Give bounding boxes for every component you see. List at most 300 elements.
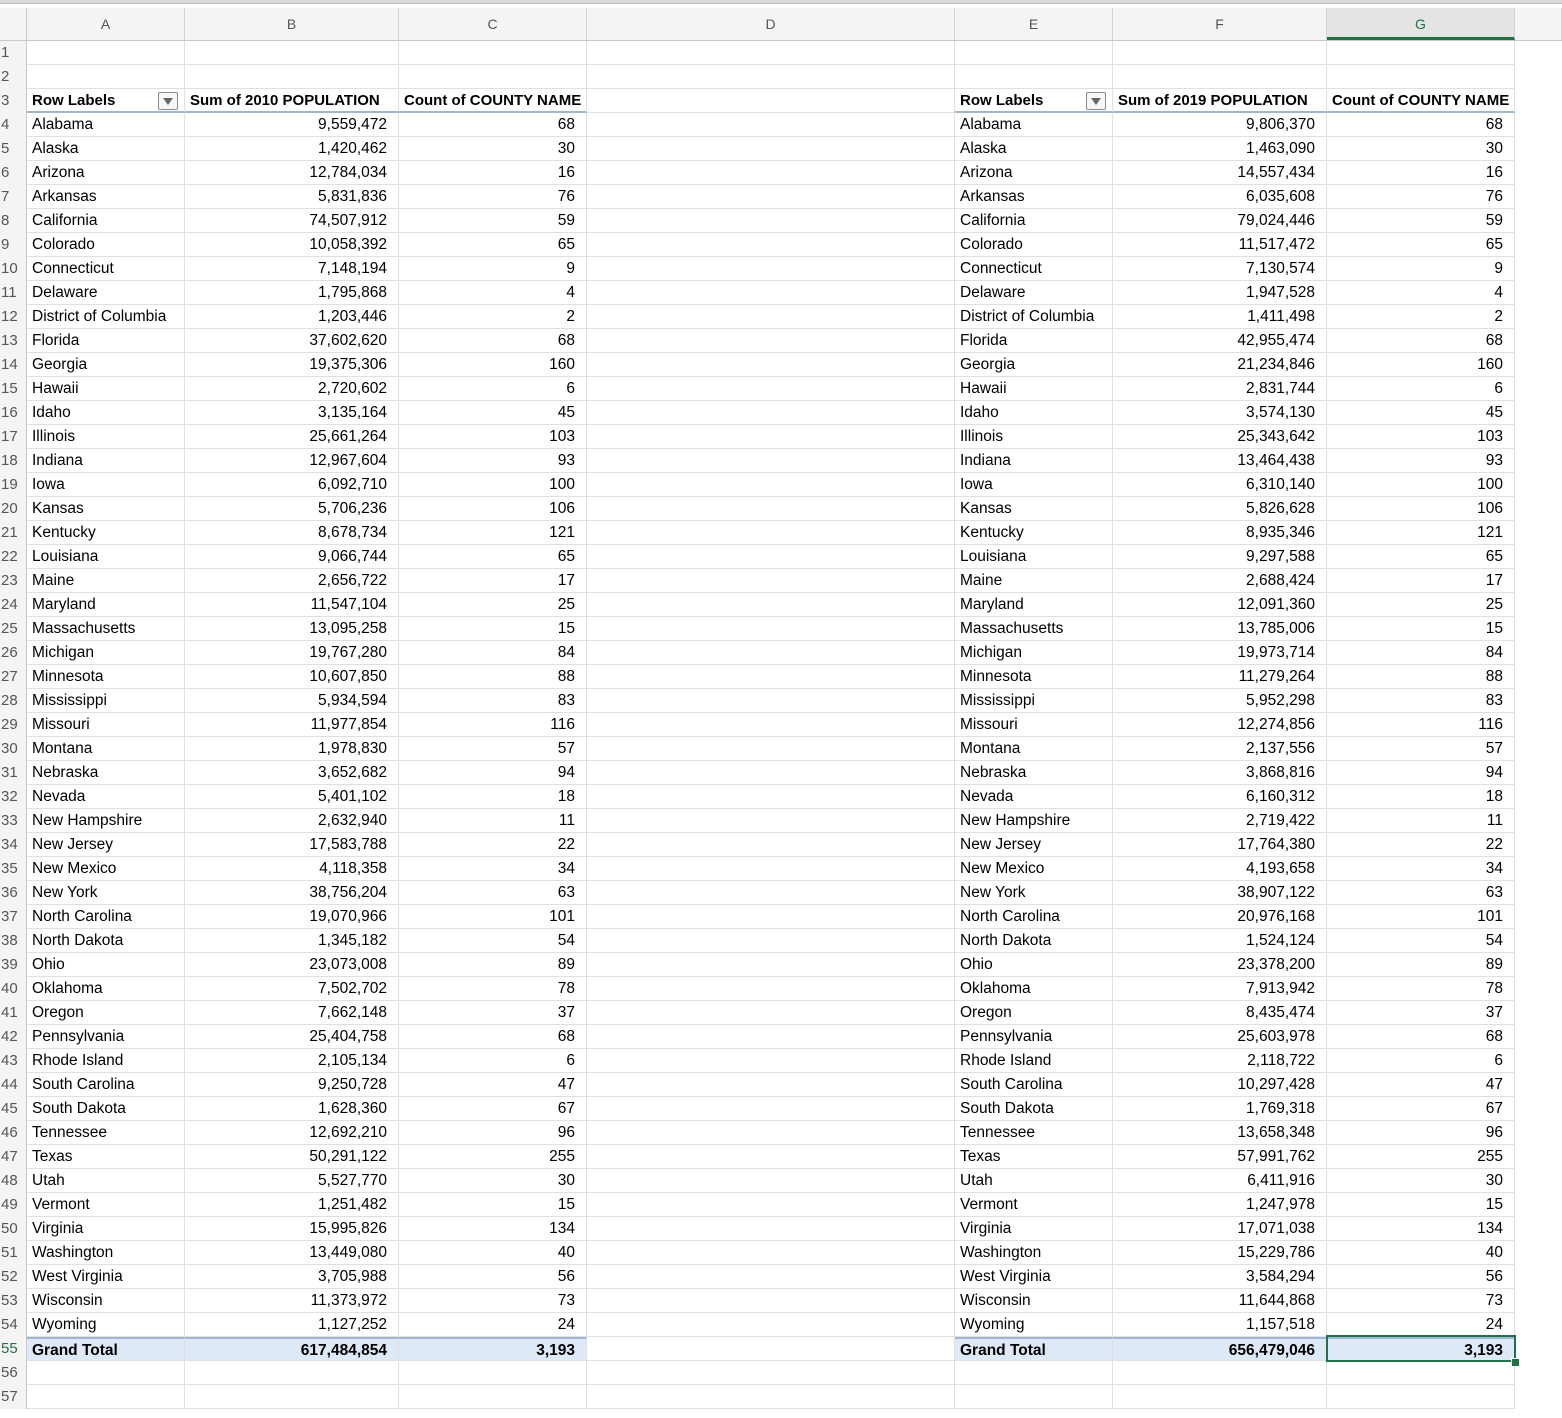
- pivot-row-label[interactable]: Mississippi: [955, 689, 1113, 713]
- cell[interactable]: [587, 1313, 955, 1337]
- pivot-row-label[interactable]: District of Columbia: [27, 305, 185, 329]
- pivot-count-value[interactable]: 106: [399, 497, 587, 521]
- pivot-sum-value[interactable]: 19,375,306: [185, 353, 399, 377]
- pivot-count-value[interactable]: 25: [1327, 593, 1515, 617]
- pivot-sum-value[interactable]: 7,913,942: [1113, 977, 1327, 1001]
- pivot-count-value[interactable]: 134: [1327, 1217, 1515, 1241]
- cell[interactable]: [587, 185, 955, 209]
- row-header[interactable]: 20: [0, 497, 27, 521]
- pivot-row-label[interactable]: Kansas: [955, 497, 1113, 521]
- cell[interactable]: [587, 689, 955, 713]
- pivot-count-value[interactable]: 24: [1327, 1313, 1515, 1337]
- pivot-row-label[interactable]: Alaska: [27, 137, 185, 161]
- pivot-count-value[interactable]: 68: [1327, 113, 1515, 137]
- row-header[interactable]: 11: [0, 281, 27, 305]
- cell[interactable]: [587, 665, 955, 689]
- cell[interactable]: [399, 65, 587, 89]
- pivot-count-value[interactable]: 101: [1327, 905, 1515, 929]
- pivot-sum-value[interactable]: 2,137,556: [1113, 737, 1327, 761]
- pivot-row-label[interactable]: Oregon: [955, 1001, 1113, 1025]
- pivot-row-label[interactable]: New Mexico: [955, 857, 1113, 881]
- pivot-count-value[interactable]: 25: [399, 593, 587, 617]
- pivot-row-label[interactable]: Arizona: [955, 161, 1113, 185]
- row-header[interactable]: 31: [0, 761, 27, 785]
- row-header[interactable]: 15: [0, 377, 27, 401]
- pivot-sum-value[interactable]: 5,826,628: [1113, 497, 1327, 521]
- pivot-count-value[interactable]: 54: [399, 929, 587, 953]
- pivot-count-value[interactable]: 89: [1327, 953, 1515, 977]
- row-header[interactable]: 33: [0, 809, 27, 833]
- pivot-row-label[interactable]: Idaho: [27, 401, 185, 425]
- pivot-count-value[interactable]: 160: [399, 353, 587, 377]
- pivot-row-label[interactable]: Illinois: [955, 425, 1113, 449]
- cell[interactable]: [587, 137, 955, 161]
- pivot-sum-value[interactable]: 8,678,734: [185, 521, 399, 545]
- pivot-sum-value[interactable]: 11,373,972: [185, 1289, 399, 1313]
- pivot-count-value[interactable]: 54: [1327, 929, 1515, 953]
- pivot-count-value[interactable]: 63: [1327, 881, 1515, 905]
- cell[interactable]: [587, 449, 955, 473]
- pivot-row-label[interactable]: Delaware: [955, 281, 1113, 305]
- cell[interactable]: [587, 89, 955, 113]
- row-header[interactable]: 50: [0, 1217, 27, 1241]
- cell[interactable]: [955, 1361, 1113, 1385]
- pivot-sum-value[interactable]: 3,868,816: [1113, 761, 1327, 785]
- cell[interactable]: [587, 473, 955, 497]
- pivot-count-value[interactable]: 6: [1327, 1049, 1515, 1073]
- row-header[interactable]: 47: [0, 1145, 27, 1169]
- pivot-row-label[interactable]: Alabama: [27, 113, 185, 137]
- pivot-row-label[interactable]: Utah: [27, 1169, 185, 1193]
- pivot-sum-value[interactable]: 10,297,428: [1113, 1073, 1327, 1097]
- row-header[interactable]: 27: [0, 665, 27, 689]
- pivot-row-label[interactable]: Missouri: [27, 713, 185, 737]
- cell[interactable]: [587, 1025, 955, 1049]
- pivot-row-label[interactable]: Colorado: [955, 233, 1113, 257]
- row-header[interactable]: 6: [0, 161, 27, 185]
- pivot-count-value[interactable]: 100: [399, 473, 587, 497]
- row-header[interactable]: 55: [0, 1337, 27, 1361]
- pivot-sum-value[interactable]: 57,991,762: [1113, 1145, 1327, 1169]
- pivot-sum-value[interactable]: 2,656,722: [185, 569, 399, 593]
- cell[interactable]: [587, 401, 955, 425]
- pivot-count-value[interactable]: 24: [399, 1313, 587, 1337]
- fill-handle[interactable]: [1511, 1358, 1520, 1367]
- cell[interactable]: [587, 1049, 955, 1073]
- pivot-row-label[interactable]: Maine: [27, 569, 185, 593]
- pivot-sum-value[interactable]: 2,105,134: [185, 1049, 399, 1073]
- pivot-count-value[interactable]: 30: [399, 137, 587, 161]
- pivot-count-value[interactable]: 78: [399, 977, 587, 1001]
- row-header[interactable]: 28: [0, 689, 27, 713]
- pivot-count-value[interactable]: 73: [1327, 1289, 1515, 1313]
- pivot-count-value[interactable]: 9: [1327, 257, 1515, 281]
- cell[interactable]: [587, 1241, 955, 1265]
- pivot-count-value[interactable]: 40: [399, 1241, 587, 1265]
- pivot-count-value[interactable]: 47: [399, 1073, 587, 1097]
- pivot-sum-value[interactable]: 79,024,446: [1113, 209, 1327, 233]
- row-header[interactable]: 2: [0, 65, 27, 89]
- cell[interactable]: [587, 1073, 955, 1097]
- pivot-sum-value[interactable]: 3,135,164: [185, 401, 399, 425]
- pivot-sum-value[interactable]: 4,193,658: [1113, 857, 1327, 881]
- cell[interactable]: [27, 65, 185, 89]
- pivot-row-label[interactable]: Louisiana: [27, 545, 185, 569]
- pivot-row-label[interactable]: Texas: [27, 1145, 185, 1169]
- pivot-count-value[interactable]: 15: [1327, 617, 1515, 641]
- filter-dropdown-icon[interactable]: [158, 92, 178, 110]
- pivot-row-label[interactable]: Nevada: [27, 785, 185, 809]
- row-header[interactable]: 48: [0, 1169, 27, 1193]
- pivot-count-value[interactable]: 18: [1327, 785, 1515, 809]
- row-header[interactable]: 8: [0, 209, 27, 233]
- row-header[interactable]: 34: [0, 833, 27, 857]
- pivot-sum-value[interactable]: 9,066,744: [185, 545, 399, 569]
- pivot-count-value[interactable]: 6: [399, 377, 587, 401]
- cell[interactable]: [587, 521, 955, 545]
- pivot-row-label[interactable]: West Virginia: [955, 1265, 1113, 1289]
- pivot-row-label[interactable]: Washington: [27, 1241, 185, 1265]
- cell[interactable]: [27, 41, 185, 65]
- pivot-count-value[interactable]: 103: [1327, 425, 1515, 449]
- pivot-count-value[interactable]: 67: [399, 1097, 587, 1121]
- pivot-sum-value[interactable]: 9,806,370: [1113, 113, 1327, 137]
- pivot-row-label[interactable]: Maine: [955, 569, 1113, 593]
- pivot-row-label[interactable]: Iowa: [27, 473, 185, 497]
- cell[interactable]: [587, 41, 955, 65]
- pivot-count-value[interactable]: 89: [399, 953, 587, 977]
- pivot-count-value[interactable]: 37: [1327, 1001, 1515, 1025]
- pivot-sum-value[interactable]: 2,720,602: [185, 377, 399, 401]
- pivot-sum-value[interactable]: 11,517,472: [1113, 233, 1327, 257]
- pivot-row-label[interactable]: Connecticut: [27, 257, 185, 281]
- pivot-sum-value[interactable]: 11,644,868: [1113, 1289, 1327, 1313]
- pivot-count-value[interactable]: 67: [1327, 1097, 1515, 1121]
- cell[interactable]: [587, 761, 955, 785]
- cell[interactable]: [185, 1361, 399, 1385]
- pivot-count-value[interactable]: 45: [399, 401, 587, 425]
- row-header[interactable]: 26: [0, 641, 27, 665]
- pivot-sum-value[interactable]: 10,607,850: [185, 665, 399, 689]
- pivot-row-label[interactable]: Indiana: [27, 449, 185, 473]
- cell[interactable]: [587, 1001, 955, 1025]
- pivot-row-label[interactable]: Kentucky: [955, 521, 1113, 545]
- pivot-count-value[interactable]: 63: [399, 881, 587, 905]
- pivot-row-label[interactable]: Montana: [27, 737, 185, 761]
- pivot-count-value[interactable]: 56: [399, 1265, 587, 1289]
- row-header[interactable]: 9: [0, 233, 27, 257]
- row-header[interactable]: 49: [0, 1193, 27, 1217]
- pivot-count-value[interactable]: 88: [399, 665, 587, 689]
- pivot-header-sum[interactable]: Sum of 2019 POPULATION: [1113, 89, 1327, 113]
- pivot-row-label[interactable]: Colorado: [27, 233, 185, 257]
- pivot-sum-value[interactable]: 9,559,472: [185, 113, 399, 137]
- pivot-row-label[interactable]: Idaho: [955, 401, 1113, 425]
- cell[interactable]: [587, 257, 955, 281]
- pivot-sum-value[interactable]: 7,148,194: [185, 257, 399, 281]
- pivot-sum-value[interactable]: 21,234,846: [1113, 353, 1327, 377]
- pivot-count-value[interactable]: 83: [1327, 689, 1515, 713]
- cell[interactable]: [955, 1385, 1113, 1409]
- pivot-sum-value[interactable]: 12,784,034: [185, 161, 399, 185]
- cell[interactable]: [587, 281, 955, 305]
- row-header[interactable]: 4: [0, 113, 27, 137]
- pivot-row-label[interactable]: Florida: [27, 329, 185, 353]
- grand-total-count[interactable]: 3,193: [399, 1337, 587, 1361]
- pivot-row-label[interactable]: Ohio: [955, 953, 1113, 977]
- row-header[interactable]: 39: [0, 953, 27, 977]
- pivot-row-label[interactable]: Vermont: [955, 1193, 1113, 1217]
- pivot-sum-value[interactable]: 1,127,252: [185, 1313, 399, 1337]
- row-header[interactable]: 16: [0, 401, 27, 425]
- pivot-sum-value[interactable]: 6,092,710: [185, 473, 399, 497]
- row-header[interactable]: 13: [0, 329, 27, 353]
- pivot-row-label[interactable]: District of Columbia: [955, 305, 1113, 329]
- row-header[interactable]: 21: [0, 521, 27, 545]
- pivot-header-sum[interactable]: Sum of 2010 POPULATION: [185, 89, 399, 113]
- pivot-row-label[interactable]: Alabama: [955, 113, 1113, 137]
- pivot-sum-value[interactable]: 7,662,148: [185, 1001, 399, 1025]
- cell[interactable]: [587, 1337, 955, 1361]
- pivot-count-value[interactable]: 16: [1327, 161, 1515, 185]
- pivot-count-value[interactable]: 9: [399, 257, 587, 281]
- pivot-row-label[interactable]: Louisiana: [955, 545, 1113, 569]
- cell[interactable]: [587, 977, 955, 1001]
- pivot-count-value[interactable]: 160: [1327, 353, 1515, 377]
- pivot-header-row-labels[interactable]: Row Labels: [27, 89, 185, 113]
- pivot-sum-value[interactable]: 9,297,588: [1113, 545, 1327, 569]
- pivot-row-label[interactable]: New Jersey: [955, 833, 1113, 857]
- pivot-count-value[interactable]: 15: [399, 617, 587, 641]
- cell[interactable]: [587, 929, 955, 953]
- cell[interactable]: [587, 1169, 955, 1193]
- cell[interactable]: [587, 65, 955, 89]
- pivot-row-label[interactable]: Delaware: [27, 281, 185, 305]
- column-header-d[interactable]: D: [587, 8, 955, 40]
- row-header[interactable]: 32: [0, 785, 27, 809]
- grand-total-label[interactable]: Grand Total: [955, 1337, 1113, 1361]
- pivot-count-value[interactable]: 100: [1327, 473, 1515, 497]
- pivot-row-label[interactable]: California: [955, 209, 1113, 233]
- pivot-header-count[interactable]: Count of COUNTY NAME: [1327, 89, 1515, 113]
- pivot-sum-value[interactable]: 8,935,346: [1113, 521, 1327, 545]
- pivot-row-label[interactable]: Nevada: [955, 785, 1113, 809]
- cell[interactable]: [587, 881, 955, 905]
- pivot-row-label[interactable]: Wyoming: [27, 1313, 185, 1337]
- pivot-count-value[interactable]: 16: [399, 161, 587, 185]
- pivot-count-value[interactable]: 68: [399, 113, 587, 137]
- pivot-row-label[interactable]: Nebraska: [27, 761, 185, 785]
- cell[interactable]: [27, 1385, 185, 1409]
- column-header-b[interactable]: B: [185, 8, 399, 40]
- pivot-sum-value[interactable]: 1,345,182: [185, 929, 399, 953]
- pivot-count-value[interactable]: 121: [1327, 521, 1515, 545]
- pivot-row-label[interactable]: Hawaii: [955, 377, 1113, 401]
- pivot-sum-value[interactable]: 50,291,122: [185, 1145, 399, 1169]
- pivot-sum-value[interactable]: 19,767,280: [185, 641, 399, 665]
- pivot-count-value[interactable]: 73: [399, 1289, 587, 1313]
- pivot-count-value[interactable]: 18: [399, 785, 587, 809]
- pivot-count-value[interactable]: 76: [399, 185, 587, 209]
- pivot-row-label[interactable]: Massachusetts: [27, 617, 185, 641]
- filter-dropdown-icon[interactable]: [1086, 92, 1106, 110]
- cell[interactable]: [1327, 1361, 1515, 1385]
- pivot-count-value[interactable]: 93: [1327, 449, 1515, 473]
- pivot-count-value[interactable]: 83: [399, 689, 587, 713]
- pivot-count-value[interactable]: 78: [1327, 977, 1515, 1001]
- cell[interactable]: [185, 41, 399, 65]
- row-header[interactable]: 44: [0, 1073, 27, 1097]
- pivot-count-value[interactable]: 94: [399, 761, 587, 785]
- pivot-count-value[interactable]: 34: [1327, 857, 1515, 881]
- pivot-sum-value[interactable]: 17,583,788: [185, 833, 399, 857]
- pivot-row-label[interactable]: North Dakota: [27, 929, 185, 953]
- pivot-row-label[interactable]: New Hampshire: [27, 809, 185, 833]
- pivot-sum-value[interactable]: 3,574,130: [1113, 401, 1327, 425]
- pivot-count-value[interactable]: 45: [1327, 401, 1515, 425]
- pivot-sum-value[interactable]: 3,584,294: [1113, 1265, 1327, 1289]
- pivot-sum-value[interactable]: 11,977,854: [185, 713, 399, 737]
- row-header[interactable]: 43: [0, 1049, 27, 1073]
- pivot-count-value[interactable]: 56: [1327, 1265, 1515, 1289]
- pivot-count-value[interactable]: 6: [1327, 377, 1515, 401]
- pivot-sum-value[interactable]: 6,035,608: [1113, 185, 1327, 209]
- row-header[interactable]: 3: [0, 89, 27, 113]
- cell[interactable]: [587, 497, 955, 521]
- cell[interactable]: [587, 305, 955, 329]
- pivot-sum-value[interactable]: 1,420,462: [185, 137, 399, 161]
- row-header[interactable]: 24: [0, 593, 27, 617]
- pivot-sum-value[interactable]: 1,203,446: [185, 305, 399, 329]
- pivot-row-label[interactable]: Wisconsin: [955, 1289, 1113, 1313]
- pivot-sum-value[interactable]: 2,688,424: [1113, 569, 1327, 593]
- pivot-row-label[interactable]: Virginia: [27, 1217, 185, 1241]
- pivot-count-value[interactable]: 15: [399, 1193, 587, 1217]
- cell[interactable]: [587, 1193, 955, 1217]
- cell[interactable]: [587, 1145, 955, 1169]
- pivot-sum-value[interactable]: 1,628,360: [185, 1097, 399, 1121]
- row-header[interactable]: 37: [0, 905, 27, 929]
- pivot-row-label[interactable]: Minnesota: [955, 665, 1113, 689]
- row-header[interactable]: 38: [0, 929, 27, 953]
- pivot-count-value[interactable]: 68: [399, 329, 587, 353]
- pivot-sum-value[interactable]: 13,095,258: [185, 617, 399, 641]
- pivot-sum-value[interactable]: 14,557,434: [1113, 161, 1327, 185]
- pivot-count-value[interactable]: 47: [1327, 1073, 1515, 1097]
- pivot-sum-value[interactable]: 6,411,916: [1113, 1169, 1327, 1193]
- cell[interactable]: [185, 1385, 399, 1409]
- pivot-count-value[interactable]: 121: [399, 521, 587, 545]
- pivot-sum-value[interactable]: 25,603,978: [1113, 1025, 1327, 1049]
- pivot-sum-value[interactable]: 25,404,758: [185, 1025, 399, 1049]
- pivot-count-value[interactable]: 57: [1327, 737, 1515, 761]
- pivot-sum-value[interactable]: 5,952,298: [1113, 689, 1327, 713]
- row-header[interactable]: 10: [0, 257, 27, 281]
- pivot-row-label[interactable]: New Mexico: [27, 857, 185, 881]
- cell[interactable]: [587, 737, 955, 761]
- cell[interactable]: [185, 65, 399, 89]
- row-header[interactable]: 42: [0, 1025, 27, 1049]
- grand-total-count[interactable]: 3,193: [1327, 1337, 1515, 1361]
- row-header[interactable]: 19: [0, 473, 27, 497]
- pivot-sum-value[interactable]: 23,073,008: [185, 953, 399, 977]
- cell[interactable]: [587, 833, 955, 857]
- pivot-row-label[interactable]: South Dakota: [27, 1097, 185, 1121]
- pivot-sum-value[interactable]: 1,947,528: [1113, 281, 1327, 305]
- pivot-row-label[interactable]: South Carolina: [955, 1073, 1113, 1097]
- pivot-sum-value[interactable]: 1,795,868: [185, 281, 399, 305]
- pivot-count-value[interactable]: 96: [1327, 1121, 1515, 1145]
- pivot-sum-value[interactable]: 7,130,574: [1113, 257, 1327, 281]
- cell[interactable]: [587, 953, 955, 977]
- pivot-row-label[interactable]: Montana: [955, 737, 1113, 761]
- cell[interactable]: [587, 209, 955, 233]
- row-header[interactable]: 40: [0, 977, 27, 1001]
- cell[interactable]: [587, 425, 955, 449]
- pivot-sum-value[interactable]: 4,118,358: [185, 857, 399, 881]
- pivot-sum-value[interactable]: 1,411,498: [1113, 305, 1327, 329]
- pivot-count-value[interactable]: 84: [1327, 641, 1515, 665]
- row-header[interactable]: 45: [0, 1097, 27, 1121]
- cell[interactable]: [587, 113, 955, 137]
- cell[interactable]: [587, 329, 955, 353]
- pivot-row-label[interactable]: North Carolina: [27, 905, 185, 929]
- cell[interactable]: [587, 353, 955, 377]
- pivot-sum-value[interactable]: 9,250,728: [185, 1073, 399, 1097]
- pivot-sum-value[interactable]: 37,602,620: [185, 329, 399, 353]
- pivot-sum-value[interactable]: 1,157,518: [1113, 1313, 1327, 1337]
- pivot-count-value[interactable]: 4: [399, 281, 587, 305]
- pivot-count-value[interactable]: 103: [399, 425, 587, 449]
- pivot-count-value[interactable]: 65: [1327, 233, 1515, 257]
- cell[interactable]: [1113, 65, 1327, 89]
- pivot-row-label[interactable]: Washington: [955, 1241, 1113, 1265]
- pivot-count-value[interactable]: 65: [399, 233, 587, 257]
- pivot-sum-value[interactable]: 2,118,722: [1113, 1049, 1327, 1073]
- pivot-row-label[interactable]: Minnesota: [27, 665, 185, 689]
- cell[interactable]: [587, 1097, 955, 1121]
- pivot-row-label[interactable]: North Carolina: [955, 905, 1113, 929]
- cell[interactable]: [955, 65, 1113, 89]
- cell[interactable]: [587, 1265, 955, 1289]
- row-header[interactable]: 30: [0, 737, 27, 761]
- cell[interactable]: [587, 1361, 955, 1385]
- row-header[interactable]: 54: [0, 1313, 27, 1337]
- pivot-header-count[interactable]: Count of COUNTY NAME: [399, 89, 587, 113]
- pivot-row-label[interactable]: Kentucky: [27, 521, 185, 545]
- row-header[interactable]: 18: [0, 449, 27, 473]
- pivot-sum-value[interactable]: 12,967,604: [185, 449, 399, 473]
- pivot-sum-value[interactable]: 1,247,978: [1113, 1193, 1327, 1217]
- pivot-sum-value[interactable]: 38,756,204: [185, 881, 399, 905]
- pivot-count-value[interactable]: 6: [399, 1049, 587, 1073]
- pivot-row-label[interactable]: Wisconsin: [27, 1289, 185, 1313]
- pivot-sum-value[interactable]: 12,274,856: [1113, 713, 1327, 737]
- pivot-count-value[interactable]: 134: [399, 1217, 587, 1241]
- pivot-sum-value[interactable]: 2,719,422: [1113, 809, 1327, 833]
- row-header[interactable]: 53: [0, 1289, 27, 1313]
- pivot-count-value[interactable]: 84: [399, 641, 587, 665]
- pivot-sum-value[interactable]: 20,976,168: [1113, 905, 1327, 929]
- pivot-row-label[interactable]: Texas: [955, 1145, 1113, 1169]
- pivot-sum-value[interactable]: 15,995,826: [185, 1217, 399, 1241]
- row-header[interactable]: 29: [0, 713, 27, 737]
- column-header-c[interactable]: C: [399, 8, 587, 40]
- pivot-count-value[interactable]: 17: [399, 569, 587, 593]
- pivot-sum-value[interactable]: 10,058,392: [185, 233, 399, 257]
- pivot-row-label[interactable]: Rhode Island: [955, 1049, 1113, 1073]
- pivot-sum-value[interactable]: 13,658,348: [1113, 1121, 1327, 1145]
